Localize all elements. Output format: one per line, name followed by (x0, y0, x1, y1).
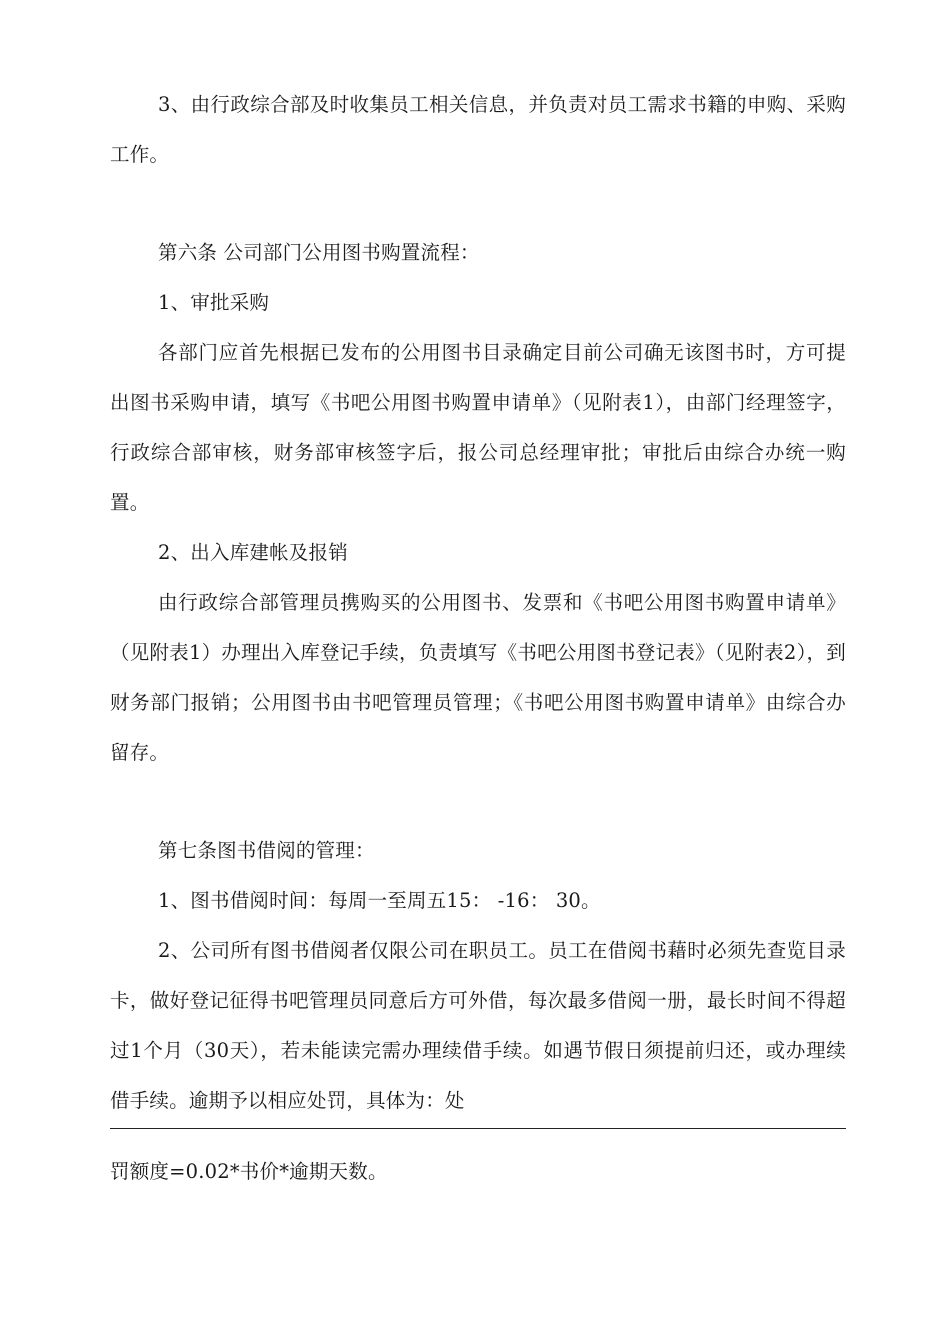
article-7-item-2: 2、公司所有图书借阅者仅限公司在职员工。员工在借阅书藉时必须先查览目录卡，做好登记征得书吧管理员同意后方可外借，每次最多借阅一册，最长时间不得超过1个月（30天），若未能读完需办理续借手续。如遇节假日须提前归还，或办理续借手续。逾期予以相应处罚，具体为：处 (110, 939, 846, 1112)
article-6-sub-1-title: 1、审批采购 (158, 291, 270, 314)
article-6-sub-2-body: 由行政综合部管理员携购买的公用图书、发票和《书吧公用图书购置申请单》（见附表1）办理出入库登记手续，负责填写《书吧公用图书登记表》（见附表2），到财务部门报销；公用图书由书吧管理员管理；《书吧公用图书购置申请单》由综合办留存。 (110, 591, 846, 764)
paragraph-item-3-purchase: 3、由行政综合部及时收集员工相关信息，并负责对员工需求书籍的申购、采购工作。 (110, 93, 846, 166)
footnote-divider (110, 1128, 846, 1129)
article-6-title: 第六条 公司部门公用图书购置流程： (158, 241, 480, 264)
article-7-title: 第七条图书借阅的管理： (158, 839, 375, 862)
article-6-sub-1-body: 各部门应首先根据已发布的公用图书目录确定目前公司确无该图书时，方可提出图书采购申请，填写《书吧公用图书购置申请单》（见附表1），由部门经理签字，行政综合部审核，财务部审核签字后，报公司总经理审批；审批后由综合办统一购置。 (110, 341, 846, 514)
article-7-item-1: 1、图书借阅时间：每周一至周五15： -16： 30。 (158, 889, 601, 912)
article-6-sub-2-title: 2、出入库建帐及报销 (158, 541, 348, 564)
footnote-text: 罚额度=0.02*书价*逾期天数。 (110, 1160, 388, 1183)
